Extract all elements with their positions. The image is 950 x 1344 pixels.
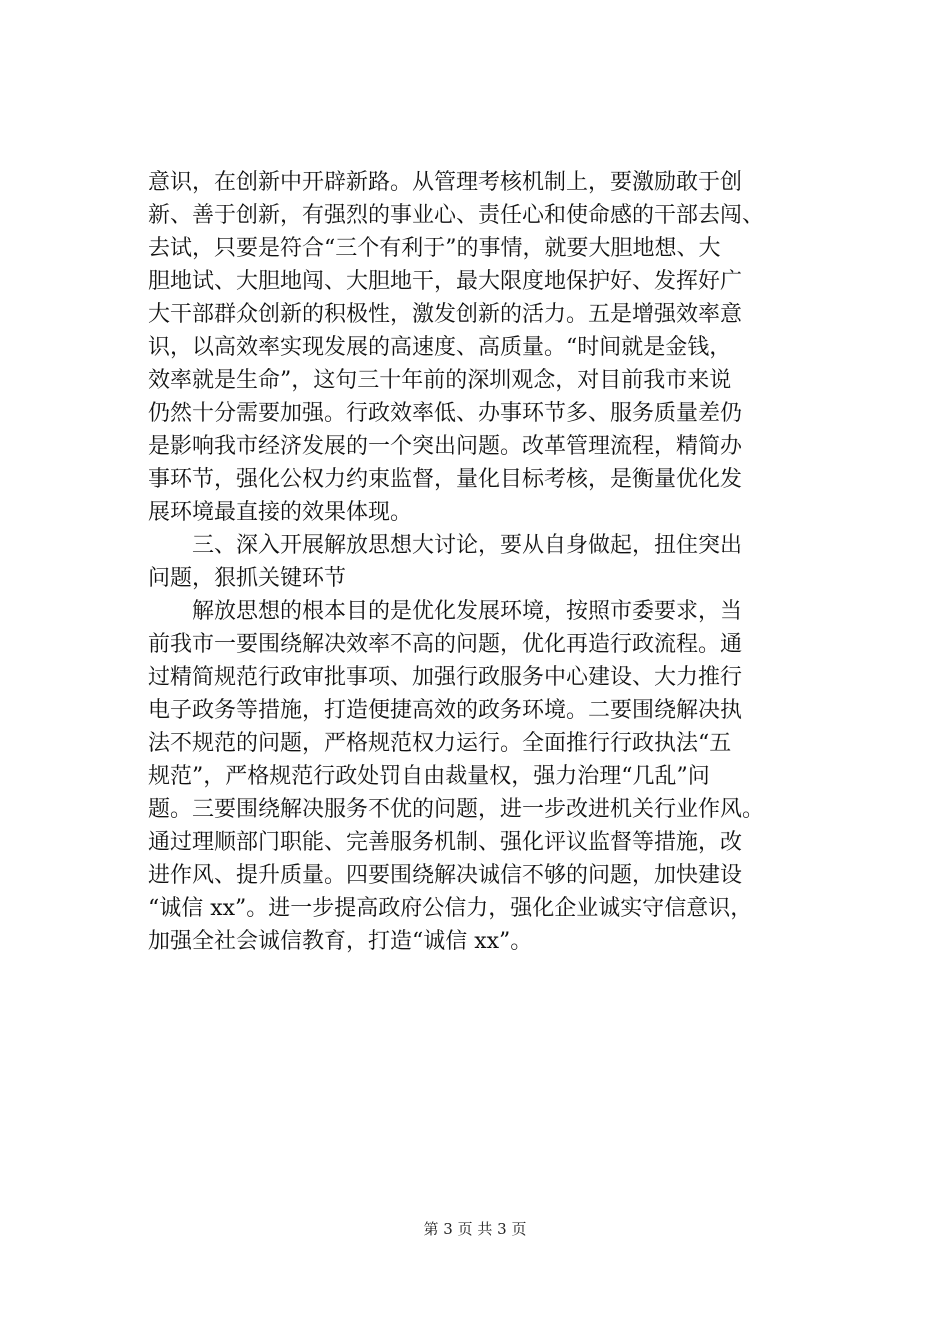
text-line: 大干部群众创新的积极性，激发创新的活力。五是增强效率意 [148, 302, 743, 327]
section-heading-line: 三、深入开展解放思想大讨论，要从自身做起，扭住突出 [192, 533, 743, 558]
text-line: 前我市一要围绕解决效率不高的问题，优化再造行政流程。通 [148, 632, 743, 657]
page-number-footer: 第 3 页 共 3 页 [423, 1220, 527, 1238]
text-line: 加强全社会诚信教育，打造“诚信 xx”。 [148, 929, 533, 954]
section-heading-line: 问题，狠抓关键环节 [148, 566, 347, 591]
text-line: 进作风、提升质量。四要围绕解决诚信不够的问题，加快建设 [148, 863, 743, 888]
text-line: 识，以高效率实现发展的高速度、高质量。“时间就是金钱， [148, 335, 732, 360]
text-line: 意识，在创新中开辟新路。从管理考核机制上，要激励敢于创 [148, 170, 743, 195]
text-line: 事环节，强化公权力约束监督，量化目标考核，是衡量优化发 [148, 467, 743, 492]
text-line: 法不规范的问题，严格规范权力运行。全面推行行政执法“五 [148, 731, 732, 756]
text-line: 胆地试、大胆地闯、大胆地干，最大限度地保护好、发挥好广 [148, 269, 743, 294]
text-line: 规范”，严格规范行政处罚自由裁量权，强力治理“几乱”问 [148, 764, 710, 789]
text-line: 仍然十分需要加强。行政效率低、办事环节多、服务质量差仍 [148, 401, 743, 426]
text-line: 去试，只要是符合“三个有利于”的事情，就要大胆地想、大 [148, 236, 721, 261]
text-line: 展环境最直接的效果体现。 [148, 500, 413, 525]
text-line: 解放思想的根本目的是优化发展环境，按照市委要求，当 [192, 599, 743, 624]
text-line: 过精简规范行政审批事项、加强行政服务中心建设、大力推行 [148, 665, 743, 690]
document-body [148, 166, 818, 958]
text-line: 是影响我市经济发展的一个突出问题。改革管理流程，精简办 [148, 434, 743, 459]
text-line: 新、善于创新，有强烈的事业心、责任心和使命感的干部去闯、 [148, 203, 765, 228]
text-line: 通过理顺部门职能、完善服务机制、强化评议监督等措施，改 [148, 830, 743, 855]
text-line: 题。三要围绕解决服务不优的问题，进一步改进机关行业作风。 [148, 797, 765, 822]
text-line: “诚信 xx”。进一步提高政府公信力，强化企业诚实守信意识， [148, 896, 753, 921]
text-line: 电子政务等措施，打造便捷高效的政务环境。二要围绕解决执 [148, 698, 743, 723]
text-line: 效率就是生命”，这句三十年前的深圳观念，对目前我市来说 [148, 368, 732, 393]
